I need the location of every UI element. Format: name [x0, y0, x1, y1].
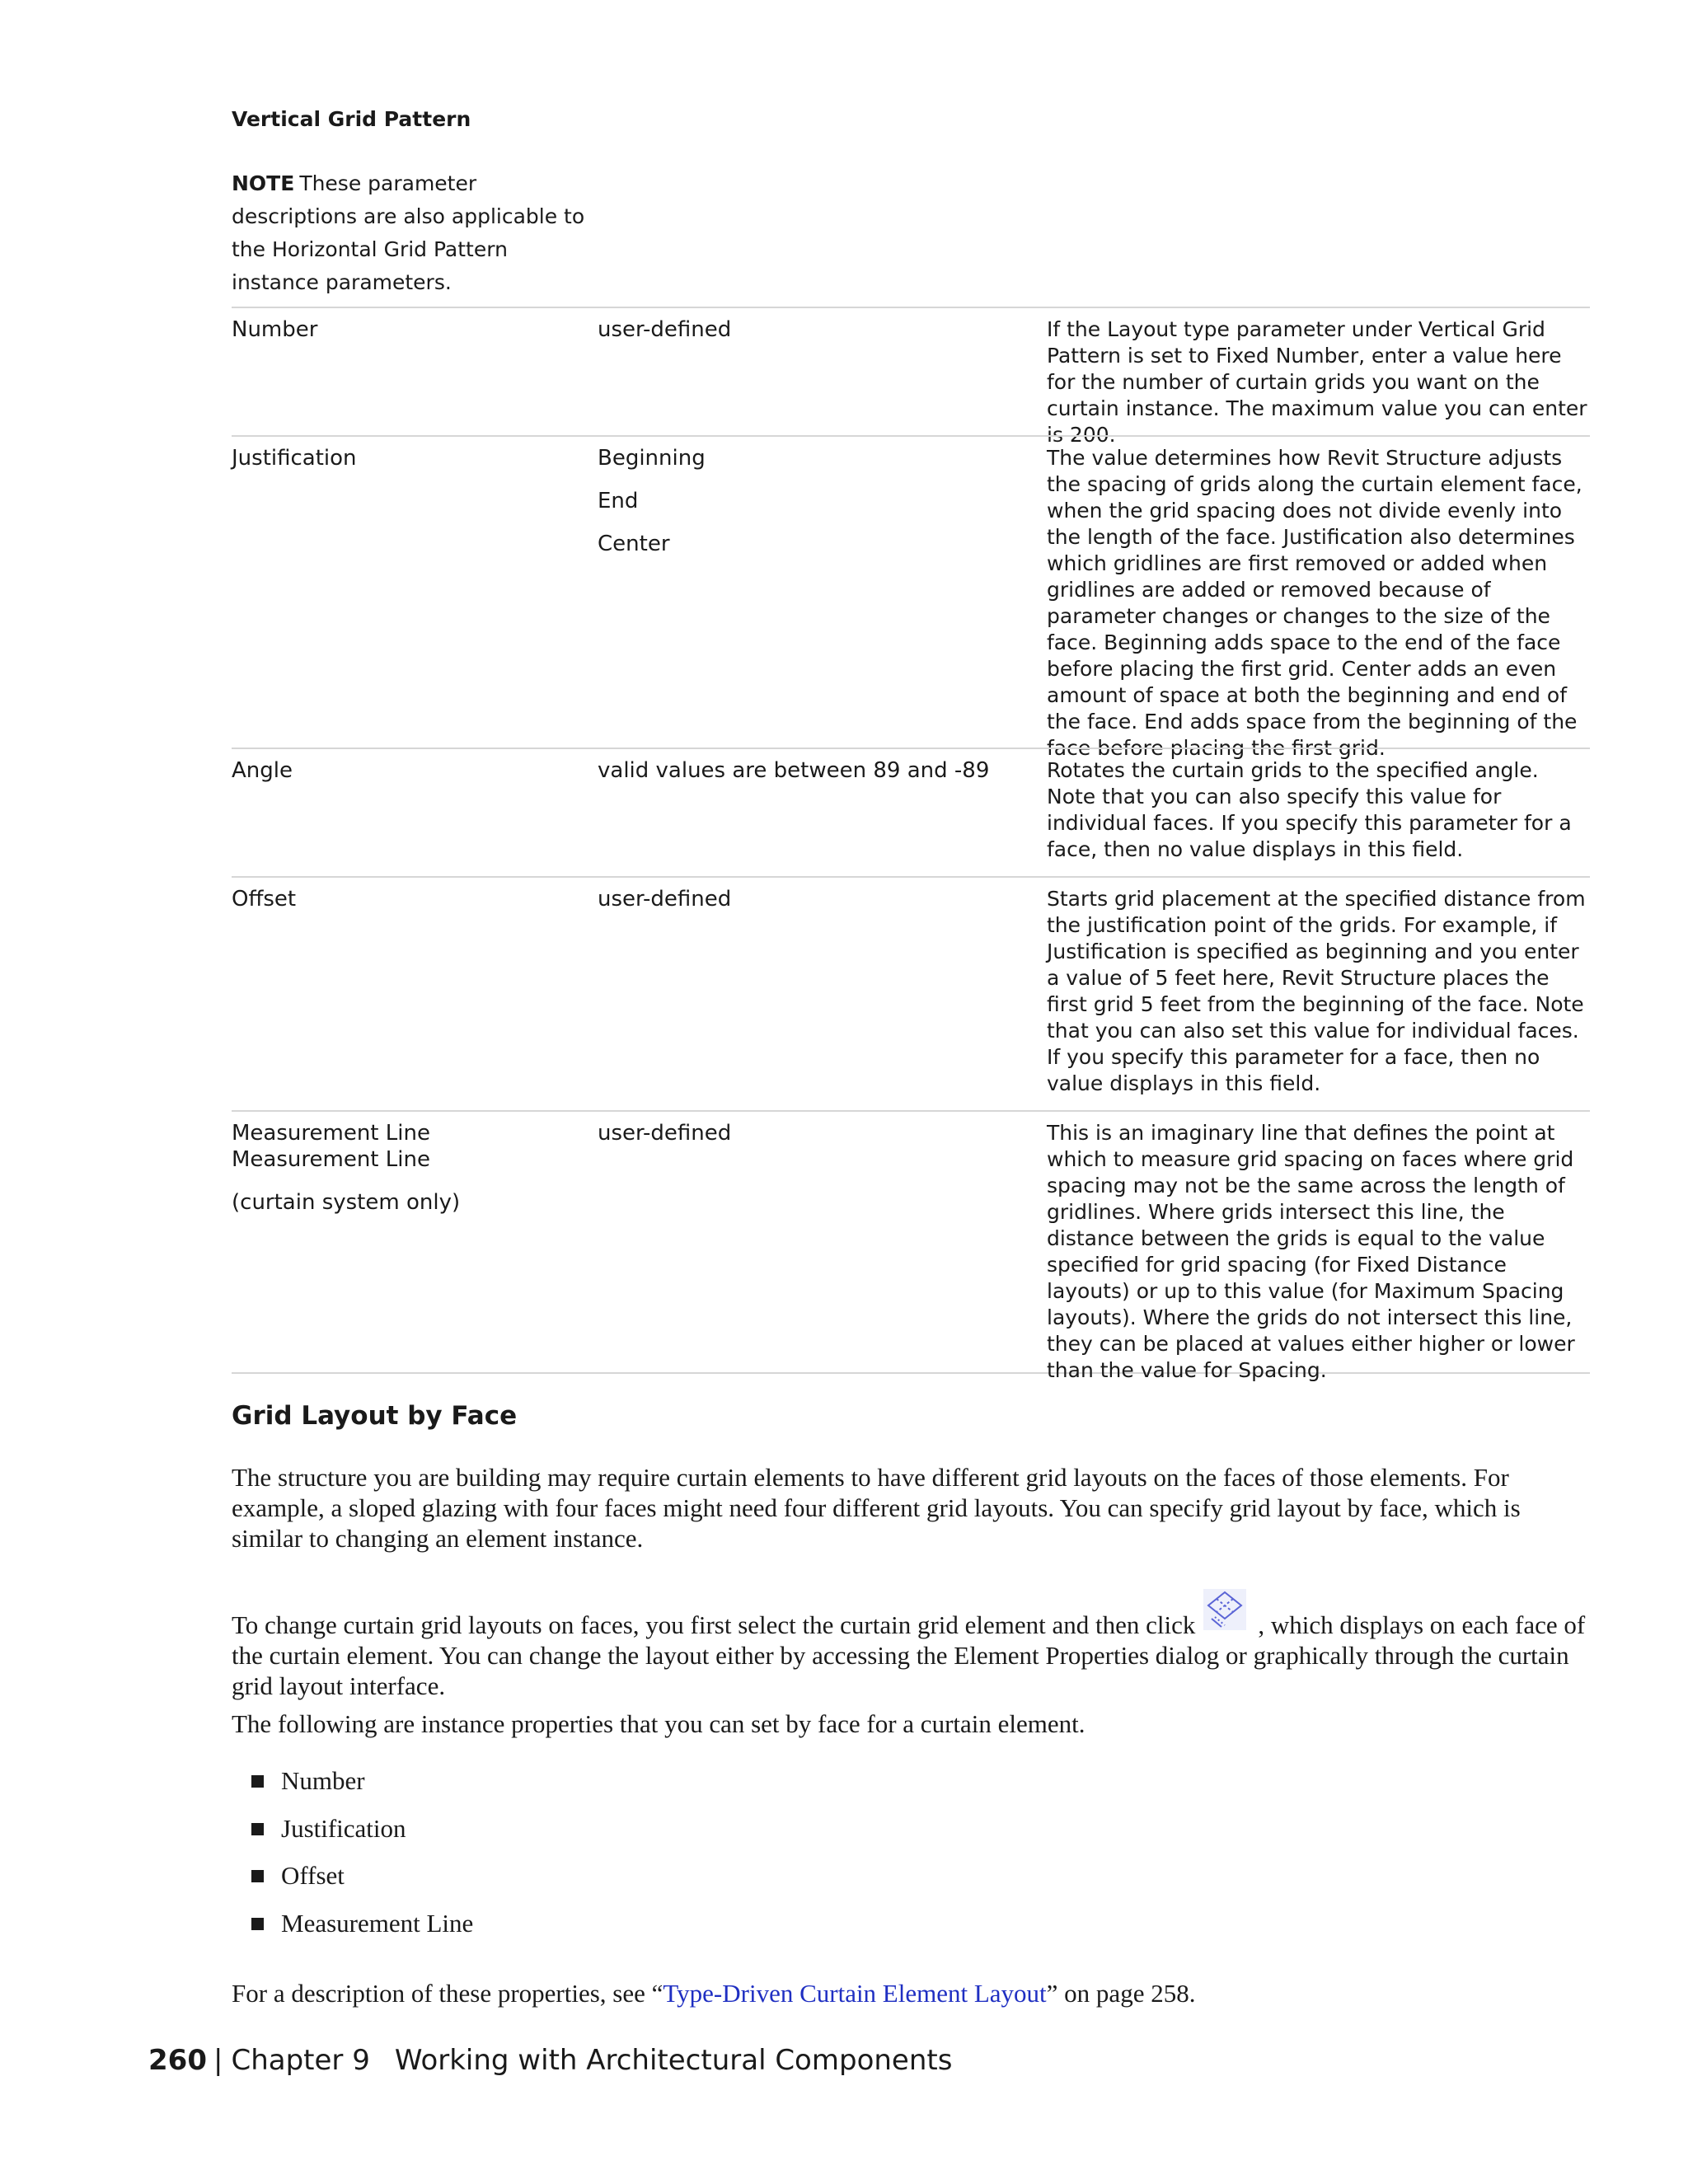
list-item-text: Measurement Line [281, 1908, 474, 1938]
table-row [232, 876, 1590, 1110]
parameter-description: Starts grid placement at the specified distance from the justification point of the grids. For example, if Justification is specified as beginning and you enter a value of 5 feet here, Revit Structure places the first grid 5 feet from the beginning of the face. Note that you can also set this value for individual faces. If you specify this parameter for a face, then no value displays in this field. [1047, 887, 1586, 1095]
chapter-title: Working with Architectural Components [394, 2044, 953, 2077]
paragraph-text: on each face of the curtain element. You can change the layout either by accessing the Element Properties dialog or graphically through the curtain grid layout interface. [232, 1610, 1586, 1700]
list-item [251, 1765, 473, 1813]
note-label: NOTE [232, 171, 295, 195]
parameter-table [232, 307, 1590, 1382]
paragraph-intro: The structure you are building may require curtain elements to have different grid layouts on the faces of those elements. For example, a sloped glazing with four faces might need four different grid layouts. You can specify grid layout by face, which is similar to changing an element instance. [232, 1463, 1521, 1553]
parameter-value-option: Beginning [598, 446, 706, 471]
note [232, 167, 594, 299]
table-row [232, 1110, 1590, 1382]
parameter-description: The value determines how Revit Structure adjusts the spacing of grids along the curtain element face, when the grid spacing does not divide evenly into the length of the face. Justification also determines which gridlines are first removed or added when gridlines are added or removed because of parameter changes or changes to the size of the face. Beginning adds space to the end of the face before placing the first grid. Center adds an even amount of space at both the beginning and end of the face. End adds space from the beginning of the face before placing the first grid. [1047, 446, 1582, 760]
parameter-name [232, 757, 578, 784]
chapter-label: Chapter 9 [231, 2044, 370, 2077]
parameter-description: If the Layout type parameter under Vertical Grid Pattern is set to Fixed Number, enter a value here for the number of curtain grids you want on the curtain instance. The maximum value you can enter is 200. [1047, 317, 1587, 447]
table-row [232, 748, 1590, 876]
list-item-text: Justification [281, 1813, 406, 1843]
paragraph-text: For a description of these properties, see “ [232, 1979, 663, 2008]
list-item-text: Number [281, 1766, 365, 1795]
paragraph-text: , which displays [1258, 1610, 1424, 1639]
list-item [251, 1908, 473, 1956]
parameter-value [598, 1120, 1010, 1146]
parameter-value [598, 316, 1010, 343]
list-item-text: Offset [281, 1861, 345, 1890]
parameter-name-line: Justification [232, 446, 357, 471]
parameter-value-option: user-defined [598, 1121, 732, 1146]
page-footer [148, 2044, 952, 2077]
paragraph-text: To change curtain grid layouts on faces, you first select the curtain grid element and then click [232, 1610, 1196, 1639]
parameter-name-line: Measurement Line [232, 1147, 430, 1172]
parameter-value-option: valid values are between 89 and -89 [598, 758, 990, 783]
note-text: These parameter descriptions are also applicable to the Horizontal Grid Pattern instance parameters. [232, 171, 585, 294]
paragraph-text: ” on page 258. [1046, 1979, 1196, 2008]
parameter-name [232, 1120, 578, 1216]
bullet-icon [251, 1870, 264, 1882]
curtain-grid-layout-icon [1203, 1589, 1246, 1630]
parameter-value [598, 886, 1010, 912]
parameter-name-line: Angle [232, 758, 293, 783]
section-heading: Vertical Grid Pattern [232, 107, 471, 131]
table-row [232, 435, 1590, 760]
parameter-value-option: user-defined [598, 317, 732, 342]
parameter-description: Rotates the curtain grids to the specified angle. Note that you can also specify this value for individual faces. If you specify this parameter for a face, then no value displays in this field. [1047, 758, 1572, 861]
parameter-name-line: (curtain system only) [232, 1190, 461, 1215]
bullet-icon [251, 1918, 264, 1930]
parameter-name [232, 316, 578, 343]
parameter-description: This is an imaginary line that defines the point at which to measure grid spacing on faces where grid spacing may not be the same across the length of gridlines. Where grids intersect this line, the distance between the grids is equal to the value specified for grid spacing (for Fixed Distance layouts) or up to this value (for Maximum Spacing layouts). Where the grids do not intersect this line, they can be placed at values either higher or lower than the value for Spacing. [1047, 1121, 1575, 1382]
table-row [232, 307, 1590, 447]
paragraph-change-layout [232, 1599, 1592, 1701]
parameter-name-line: Measurement Line [232, 1121, 430, 1146]
parameter-name-line: Offset [232, 887, 297, 912]
parameter-value [598, 757, 1010, 784]
grid-layout-heading: Grid Layout by Face [232, 1401, 518, 1431]
bullet-icon [251, 1823, 264, 1835]
parameter-name [232, 445, 578, 471]
cross-reference-link[interactable]: Type-Driven Curtain Element Layout [663, 1979, 1047, 2008]
parameter-value-option: Center [598, 532, 670, 556]
paragraph-properties-intro: The following are instance properties that you can set by face for a curtain element. [232, 1709, 1085, 1738]
parameter-name [232, 886, 578, 912]
parameter-value-option: user-defined [598, 887, 732, 912]
list-item [251, 1813, 473, 1861]
parameter-name-line: Number [232, 317, 318, 342]
parameter-value-option: End [598, 489, 639, 513]
list-item [251, 1860, 473, 1908]
paragraph-cross-reference [232, 1978, 1592, 2008]
bullet-icon [251, 1775, 264, 1788]
parameter-value [598, 445, 1010, 557]
footer-separator: | [213, 2044, 223, 2077]
page-number: 260 [148, 2044, 207, 2077]
property-list [251, 1765, 473, 1955]
